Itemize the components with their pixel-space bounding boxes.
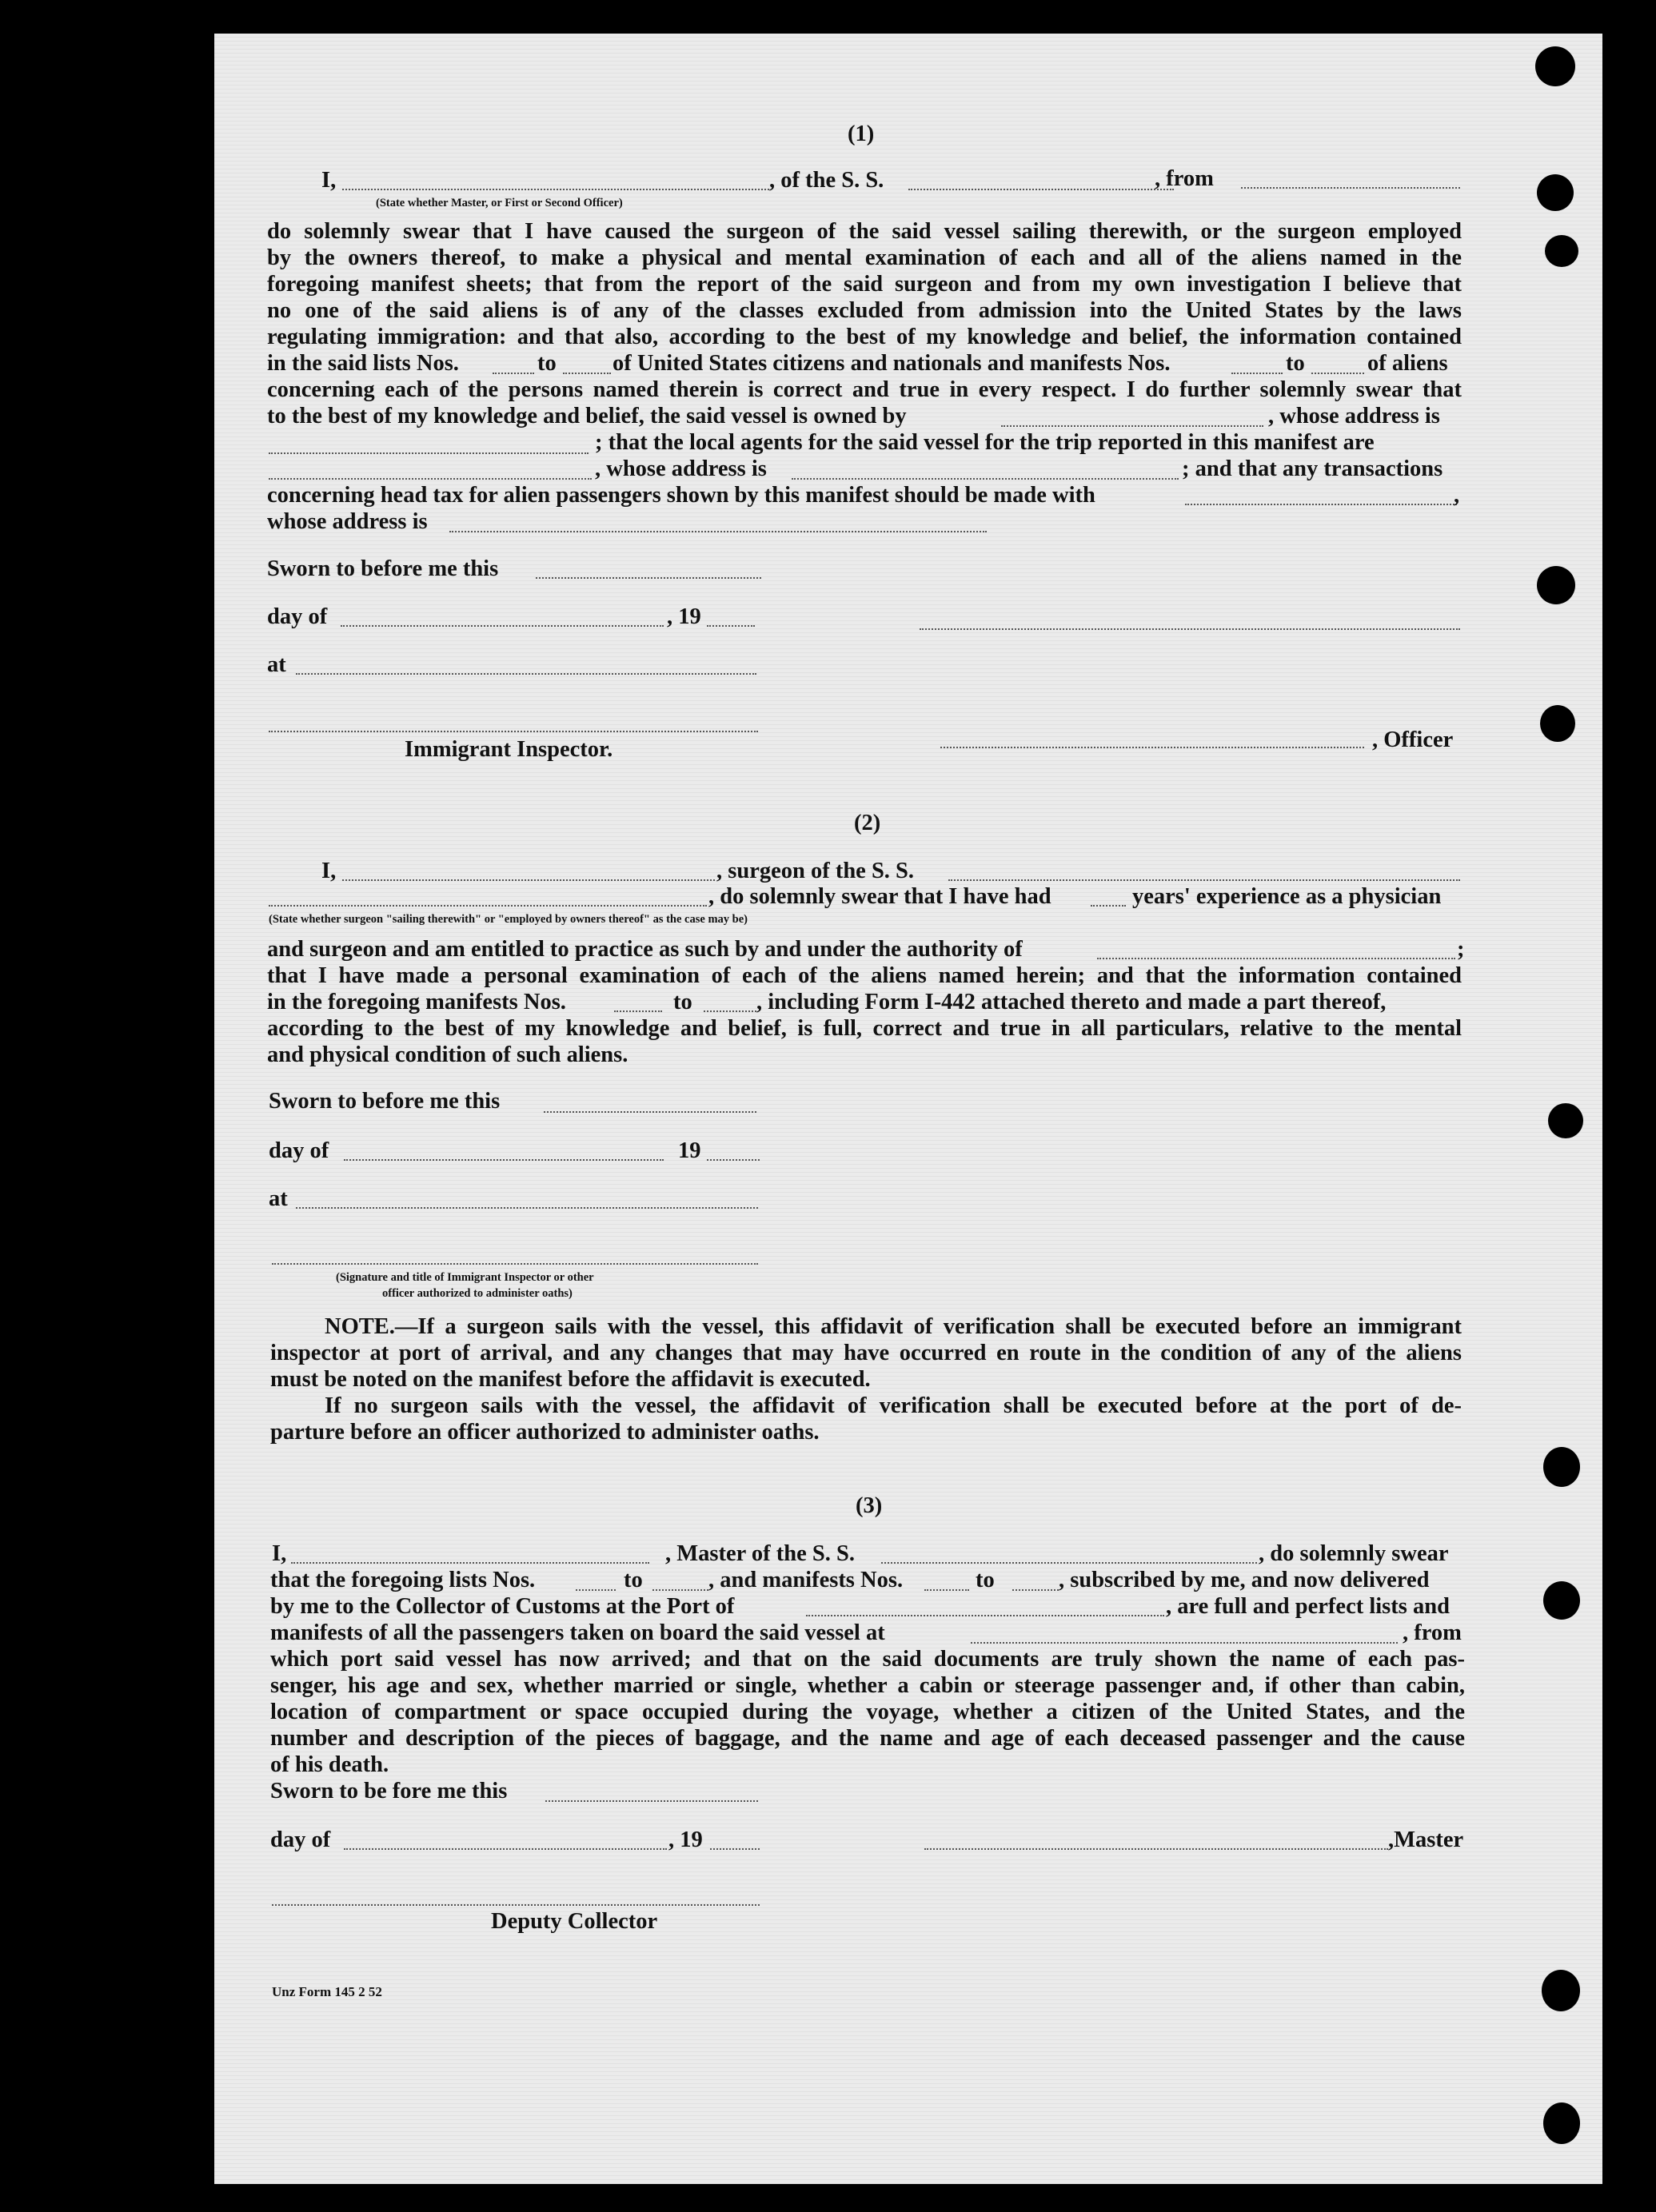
s1-officer-signature-field[interactable] bbox=[940, 747, 1364, 748]
years-experience-field[interactable] bbox=[1091, 905, 1126, 907]
s1-line-1: do solemnly swear that I have caused the surgeon of the said vessel sailing therewith, or the surgeon employed bbox=[267, 219, 1462, 244]
s1-place-field[interactable] bbox=[296, 673, 756, 675]
s2-manifests-to-label: to bbox=[673, 990, 692, 1014]
head-tax-contact-field[interactable] bbox=[1185, 504, 1457, 505]
s1-transactions-label: ; and that any transactions bbox=[1182, 456, 1443, 481]
s1-contact-address-label: whose address is bbox=[267, 509, 428, 534]
s3-manifests-from-field[interactable] bbox=[924, 1589, 969, 1591]
s2-day-of-label: day of bbox=[269, 1138, 329, 1163]
s2-manifests-label: in the foregoing manifests Nos. bbox=[267, 990, 566, 1014]
s2-surgeon-note: (State whether surgeon "sailing therewith" or "employed by owners thereof" as the case may be) bbox=[269, 913, 748, 926]
s1-master-signature-field[interactable] bbox=[920, 628, 1460, 630]
s3-swear-label: , do solemnly swear bbox=[1259, 1541, 1449, 1566]
s1-sworn-date-field[interactable] bbox=[536, 577, 761, 579]
s1-sworn-label: Sworn to before me this bbox=[267, 556, 499, 581]
surgeon-status-field[interactable] bbox=[269, 905, 707, 907]
s3-vessel-name-field[interactable] bbox=[881, 1562, 1257, 1564]
s1-manifests-from-field[interactable] bbox=[1231, 373, 1283, 374]
s3-year-field[interactable] bbox=[710, 1848, 760, 1850]
agents-address-field[interactable] bbox=[792, 478, 1179, 480]
s1-of-aliens-label: of aliens bbox=[1367, 351, 1448, 376]
s3-lists-to-field[interactable] bbox=[652, 1589, 708, 1591]
s1-from: , from bbox=[1155, 166, 1214, 191]
s1-manifests-to-label: to bbox=[1286, 351, 1305, 376]
s1-head-tax-comma: , bbox=[1454, 483, 1460, 508]
s2-year-label: 19 bbox=[678, 1138, 701, 1163]
form-identifier: Unz Form 145 2 52 bbox=[272, 1984, 382, 1999]
s3-master-signature-field[interactable] bbox=[924, 1848, 1388, 1850]
s1-inspector-title: Immigrant Inspector. bbox=[405, 737, 613, 762]
s2-sworn-label: Sworn to before me this bbox=[269, 1089, 501, 1114]
s1-i-label: I, bbox=[321, 168, 337, 193]
s3-lists-from-field[interactable] bbox=[576, 1589, 616, 1591]
s1-owner-address-label: , whose address is bbox=[1268, 404, 1440, 428]
s3-day-of-label: day of bbox=[270, 1827, 331, 1852]
master-name-field[interactable] bbox=[342, 189, 769, 190]
s1-day-of-label: day of bbox=[267, 604, 328, 629]
s3-embark-port-field[interactable] bbox=[971, 1642, 1398, 1644]
s3-master-of: , Master of the S. S. bbox=[665, 1541, 855, 1566]
s1-citizens-label: of United States citizens and nationals and manifests Nos. bbox=[613, 351, 1171, 376]
s2-vessel-name-field[interactable] bbox=[948, 879, 1460, 881]
s1-inspector-signature-field[interactable] bbox=[269, 731, 758, 732]
s1-year-label: , 19 bbox=[667, 604, 701, 629]
s1-manifests-to-field[interactable] bbox=[1311, 373, 1364, 374]
s3-manifests-nos-label: , and manifests Nos. bbox=[708, 1568, 904, 1592]
s1-lists-nos-label: in the said lists Nos. bbox=[267, 351, 459, 376]
s1-of-ss: , of the S. S. bbox=[769, 168, 884, 193]
punch-hole-10 bbox=[1543, 2102, 1580, 2144]
s2-inspector-signature-field[interactable] bbox=[272, 1263, 758, 1265]
s3-passengers-label: manifests of all the passengers taken on board the said vessel at bbox=[270, 1620, 885, 1645]
authority-field[interactable] bbox=[1097, 958, 1455, 959]
note-para-2-line-2: parture before an officer authorized to administer oaths. bbox=[270, 1420, 820, 1445]
punch-hole-7 bbox=[1543, 1447, 1580, 1487]
s2-sworn-date-field[interactable] bbox=[544, 1111, 756, 1113]
s3-manifests-to-field[interactable] bbox=[1012, 1589, 1059, 1591]
s2-manifests-from-field[interactable] bbox=[614, 1010, 662, 1012]
s1-month-field[interactable] bbox=[341, 625, 664, 627]
s1-line-4: no one of the said aliens is of any of the classes excluded from admission into the United States by the laws bbox=[267, 298, 1462, 323]
section-3-number: (3) bbox=[856, 1493, 883, 1518]
s2-form-label: , including Form I-442 attached thereto and made a part thereof, bbox=[756, 990, 1387, 1014]
section-2-number: (2) bbox=[854, 811, 881, 835]
s3-port-field[interactable] bbox=[806, 1615, 1164, 1616]
s1-from-port-field[interactable] bbox=[1241, 187, 1460, 189]
s2-i-label: I, bbox=[321, 859, 337, 883]
s1-lists-to-label: to bbox=[537, 351, 557, 376]
s3-line-7: number and description of the pieces of baggage, and the name and age of each deceased passenger and the cause bbox=[270, 1726, 1465, 1751]
s3-collector-label: by me to the Collector of Customs at the Port of bbox=[270, 1594, 735, 1619]
punch-hole-8 bbox=[1543, 1581, 1580, 1620]
s3-full-lists-label: , are full and perfect lists and bbox=[1166, 1594, 1450, 1619]
punch-hole-9 bbox=[1542, 1970, 1580, 2011]
s2-signature-note-2: officer authorized to administer oaths) bbox=[382, 1287, 573, 1300]
s3-subscribed-label: , subscribed by me, and now delivered bbox=[1059, 1568, 1430, 1592]
s1-line-5: regulating immigration: and that also, according to the best of my knowledge and belief, the information contained bbox=[267, 325, 1462, 349]
note-para-2-line-1: If no surgeon sails with the vessel, the affidavit of verification shall be executed before at the port of de- bbox=[325, 1393, 1462, 1418]
s2-signature-note-1: (Signature and title of Immigrant Inspector or other bbox=[336, 1271, 594, 1284]
s3-manifests-to-label: to bbox=[976, 1568, 995, 1592]
s1-master-note: (State whether Master, or First or Second Officer) bbox=[376, 197, 623, 209]
s1-at-label: at bbox=[267, 652, 286, 677]
punch-hole-6 bbox=[1548, 1103, 1583, 1138]
s1-line-2: by the owners thereof, to make a physical and mental examination of each and all of the aliens named in the bbox=[267, 245, 1462, 270]
s1-vessel-name-field[interactable] bbox=[908, 189, 1174, 190]
s3-from-label: , from bbox=[1403, 1620, 1462, 1645]
owner-address-field[interactable] bbox=[269, 452, 589, 454]
section-1-number: (1) bbox=[848, 122, 875, 146]
s2-at-label: at bbox=[269, 1186, 288, 1211]
s3-year-label: , 19 bbox=[668, 1827, 703, 1852]
s3-sworn-label: Sworn to be fore me this bbox=[270, 1779, 508, 1803]
s2-place-field[interactable] bbox=[296, 1207, 758, 1209]
note-para-1-line-2: inspector at port of arrival, and any changes that may have occurred en route in the condition of any of the aliens bbox=[270, 1341, 1462, 1365]
s1-owned-by-label: to the best of my knowledge and belief, the said vessel is owned by bbox=[267, 404, 907, 428]
s2-month-field[interactable] bbox=[344, 1159, 664, 1161]
s3-line-5: senger, his age and sex, whether married or single, whether a cabin or steerage passenger and, if other than cabin, bbox=[270, 1673, 1465, 1698]
s2-authority-label: and surgeon and am entitled to practice as such by and under the authority of bbox=[267, 937, 1023, 962]
punch-hole-1 bbox=[1535, 46, 1575, 86]
s1-local-agents-label: ; that the local agents for the said vessel for the trip reported in this manifest are bbox=[595, 430, 1375, 455]
s3-lists-to-label: to bbox=[624, 1568, 643, 1592]
s3-master-title: ,Master bbox=[1388, 1827, 1464, 1852]
s3-sworn-date-field[interactable] bbox=[545, 1800, 758, 1802]
punch-hole-2 bbox=[1537, 174, 1574, 211]
contact-address-field[interactable] bbox=[449, 531, 987, 532]
owner-name-field[interactable] bbox=[1001, 425, 1263, 427]
s3-line-6: location of compartment or space occupied during the voyage, whether a citizen of the United States, and the bbox=[270, 1700, 1465, 1724]
s3-master-name-field[interactable] bbox=[291, 1562, 649, 1564]
s1-year-field[interactable] bbox=[707, 625, 755, 627]
s3-line-8: of his death. bbox=[270, 1752, 389, 1777]
s2-line-6: and physical condition of such aliens. bbox=[267, 1042, 628, 1067]
s2-surgeon-of: , surgeon of the S. S. bbox=[716, 859, 915, 883]
s2-year-field[interactable] bbox=[707, 1159, 760, 1161]
s3-collector-signature-field[interactable] bbox=[272, 1904, 760, 1906]
surgeon-name-field[interactable] bbox=[342, 879, 715, 881]
s1-agents-address-label: , whose address is bbox=[595, 456, 767, 481]
s1-line-7: concerning each of the persons named therein is correct and true in every respect. I do further solemnly swear that bbox=[267, 377, 1462, 402]
s3-line-4: which port said vessel has now arrived; and that on the said documents are truly shown the name of each pas- bbox=[270, 1647, 1465, 1672]
s1-head-tax-label: concerning head tax for alien passengers shown by this manifest should be made with bbox=[267, 483, 1095, 508]
s2-manifests-to-field[interactable] bbox=[704, 1010, 756, 1012]
punch-hole-4 bbox=[1537, 566, 1575, 604]
punch-hole-3 bbox=[1545, 235, 1578, 267]
s2-solemnly-label: , do solemnly swear that I have had bbox=[708, 884, 1051, 909]
s2-line-3: that I have made a personal examination of each of the aliens named herein; and that the information contained bbox=[267, 963, 1462, 988]
s3-month-field[interactable] bbox=[344, 1848, 667, 1850]
note-para-1-line-3: must be noted on the manifest before the affidavit is executed. bbox=[270, 1367, 871, 1392]
s1-lists-from-field[interactable] bbox=[493, 373, 534, 374]
s2-line-5: according to the best of my knowledge and belief, is full, correct and true in all particulars, relative to the mental bbox=[267, 1016, 1462, 1041]
s3-lists-nos-label: that the foregoing lists Nos. bbox=[270, 1568, 536, 1592]
s2-authority-semicolon: ; bbox=[1457, 937, 1465, 962]
s2-experience-label: years' experience as a physician bbox=[1132, 884, 1442, 909]
note-para-1-line-1: NOTE.—If a surgeon sails with the vessel, this affidavit of verification shall be executed before an immigrant bbox=[325, 1314, 1462, 1339]
local-agents-field[interactable] bbox=[269, 478, 592, 480]
punch-hole-5 bbox=[1540, 705, 1575, 742]
s3-deputy-collector-title: Deputy Collector bbox=[491, 1909, 658, 1934]
s1-lists-to-field[interactable] bbox=[563, 373, 611, 374]
s3-i-label: I, bbox=[272, 1541, 287, 1566]
s1-officer-title: , Officer bbox=[1372, 727, 1454, 752]
s1-line-3: foregoing manifest sheets; that from the report of the said surgeon and from my own investigation I believe that bbox=[267, 272, 1462, 297]
